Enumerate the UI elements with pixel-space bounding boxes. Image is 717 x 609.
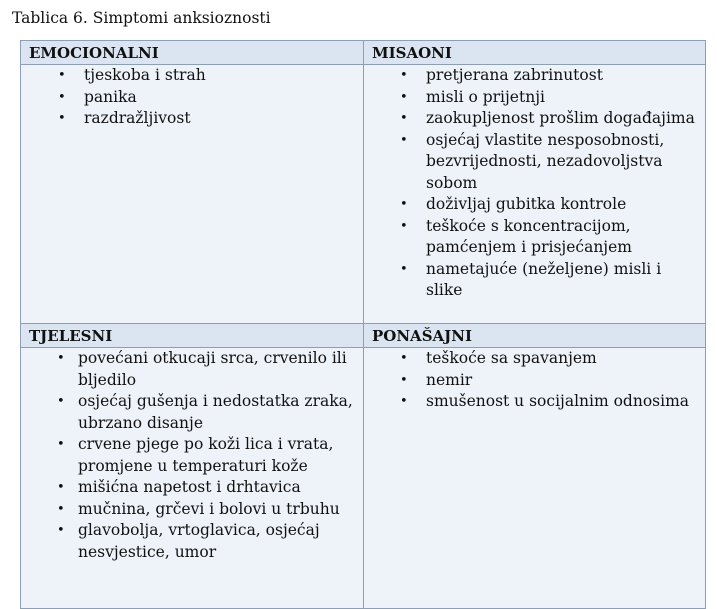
list-item: [364, 391, 705, 413]
bullet-icon: •: [57, 523, 65, 538]
list-item: [21, 348, 363, 391]
list-item-text: smušenost u socijalnim odnosima: [426, 392, 690, 410]
list-item: [21, 477, 363, 499]
misaoni-cell: [364, 65, 706, 324]
bullet-icon: •: [400, 197, 408, 212]
bullet-icon: •: [57, 394, 65, 409]
tjelesni-cell: [21, 348, 364, 609]
bullet-icon: •: [400, 372, 408, 388]
list-item-text: teškoće sa spavanjem: [426, 349, 597, 367]
list-item-text: panika: [84, 87, 137, 106]
list-item-text: osjećaj vlastite nesposobnosti, bezvrijednosti, nezadovoljstva sobom: [426, 130, 665, 192]
list-item-text: zaokupljenost prošlim događajima: [426, 109, 695, 127]
list-item: [21, 434, 363, 477]
ponasajni-list: [364, 348, 705, 413]
list-item-text: mišićna napetost i drhtavica: [78, 478, 301, 496]
bullet-icon: •: [400, 351, 408, 366]
emocionalni-cell: [21, 65, 364, 324]
list-item-text: tjeskoba i strah: [84, 66, 206, 84]
list-item-text: teškoće s koncentracijom, pamćenjem i prisjećanjem: [426, 216, 632, 256]
bullet-icon: •: [58, 68, 66, 83]
list-item: [21, 391, 363, 434]
list-item: [21, 65, 363, 87]
ponasajni-cell: [364, 348, 706, 609]
bullet-icon: •: [400, 89, 408, 105]
list-item: [21, 499, 363, 521]
bullet-icon: •: [57, 501, 65, 517]
bullet-icon: •: [400, 111, 408, 126]
list-item: [364, 194, 705, 216]
list-item-text: nemir: [426, 370, 473, 389]
tjelesni-header: TJELESNI: [21, 324, 364, 348]
list-item-text: doživljaj gubitka kontrole: [426, 195, 627, 213]
list-item-text: mučnina, grčevi i bolovi u trbuhu: [78, 499, 340, 518]
ponasajni-header: PONAŠAJNI: [364, 324, 706, 348]
bullet-icon: •: [400, 68, 408, 83]
bullet-icon: •: [57, 437, 65, 452]
list-item-text: razdražljivost: [84, 109, 191, 127]
misaoni-header: MISAONI: [364, 41, 706, 65]
list-item-text: nametajuće (neželjene) misli i slike: [426, 259, 662, 299]
list-item: [21, 87, 363, 109]
list-item: [364, 370, 705, 392]
list-item: [364, 130, 705, 195]
bullet-icon: •: [58, 89, 66, 105]
list-item-text: pretjerana zabrinutost: [426, 66, 603, 84]
list-item-text: osjećaj gušenja i nedostatka zraka, ubrzano disanje: [78, 392, 353, 432]
bullet-icon: •: [57, 351, 65, 366]
list-item: [364, 65, 705, 87]
emocionalni-header: EMOCIONALNI: [21, 41, 364, 65]
list-item-text: misli o prijetnji: [426, 87, 545, 106]
bullet-icon: •: [400, 132, 408, 148]
list-item: [364, 108, 705, 130]
list-item-text: crvene pjege po koži lica i vrata, promjene u temperaturi kože: [78, 435, 334, 475]
bullet-icon: •: [400, 218, 408, 234]
bullet-icon: •: [400, 394, 408, 409]
table-caption: Tablica 6. Simptomi anksioznosti: [12, 9, 271, 27]
symptoms-table: [20, 40, 706, 609]
list-item: [364, 87, 705, 109]
emocionalni-list: [21, 65, 363, 130]
bullet-icon: •: [400, 261, 408, 277]
list-item: [364, 348, 705, 370]
list-item: [21, 108, 363, 130]
misaoni-list: [364, 65, 705, 302]
bullet-icon: •: [58, 111, 66, 126]
list-item-text: glavobolja, vrtoglavica, osjećaj nesvjestice, umor: [78, 521, 320, 561]
bullet-icon: •: [57, 480, 65, 495]
tjelesni-list: [21, 348, 363, 563]
list-item: [364, 259, 705, 302]
list-item-text: povećani otkucaji srca, crvenilo ili bljedilo: [78, 349, 347, 389]
list-item: [364, 216, 705, 259]
